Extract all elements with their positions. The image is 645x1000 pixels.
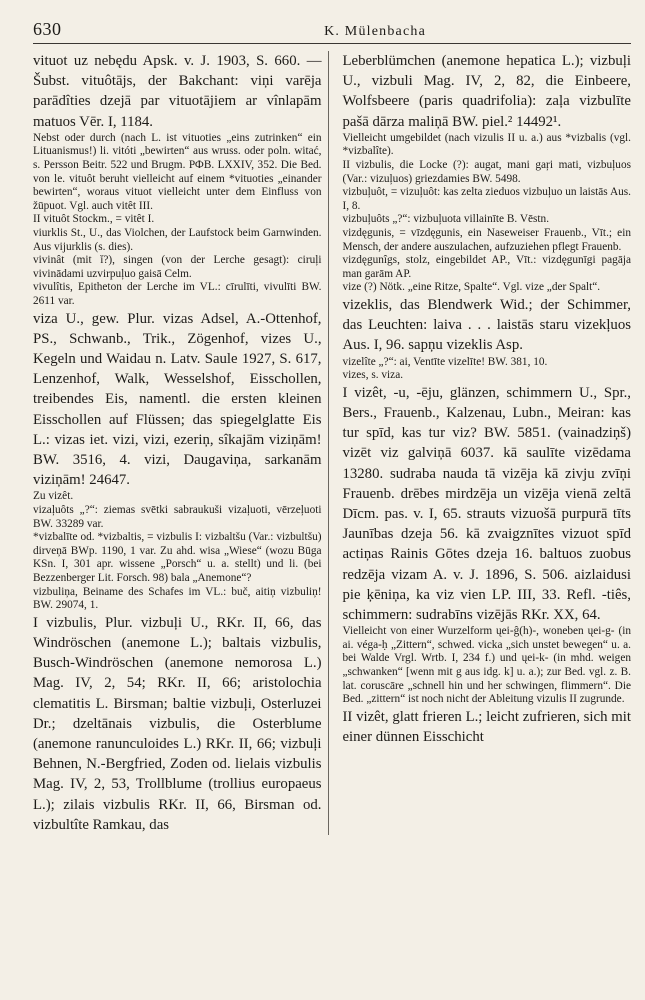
page-number: 630 <box>33 19 62 39</box>
page-header <box>33 0 631 44</box>
entry-paragraph: Leberblümchen (anemone hepatica L.); vizbuļi U., vizbuli Mag. IV, 2, 82, die Einbeere, Wolfsbeere (paris quadrifolia): zaļa vizbulīte pašā dārza maliņā BW. piel.² 14492¹. <box>342 53 631 130</box>
entry-paragraph: Vielleicht umgebildet (nach vizulis II u. a.) aus *vizbalis (vgl. *vizbalîte). <box>342 131 631 158</box>
entry-paragraph: vizbuliņa, Beiname des Schafes im VL.: buč, aitiņ vizbuliņ! BW. 29074, 1. <box>33 585 322 612</box>
entry-paragraph: vizdęgunis, = vīzdęgunis, ein Naseweiser Frauenb., Vīt.; ein Mensch, der andere auszulachen, aufzuziehen pflegt Frauenb. <box>342 226 631 253</box>
entry-paragraph: Vielleicht von einer Wurzelform ųei-ĝ(h)-, woneben ųei-g- (in ai. véga-ḥ „Zittern“, schwed. vicka „sich unstet bewegen“ u. a. bei Walde Vrgl. Wrtb. I, 234 f.) und ųei-k- (in mhd. weigen „schwanken“ [wenn mit g aus idg. k] u. a.); zur Bed. vgl. z. B. lat. coruscāre „schnell hin und her schwingen, flimmern“. Die Bed. „zittern“ ist noch nicht der Ableitung vizulis II zugrunde. <box>342 625 631 706</box>
entry-paragraph: vize (?) Nötk. „eine Ritze, Spalte“. Vgl. vize „der Spalt“. <box>342 281 601 294</box>
entry-paragraph: vituot uz nebędu Apsk. v. J. 1903, S. 660. — Šubst. vituôtājs, der Bakchant: viņi varēja parādîties dzejā par vituotājiem ar vînlapām matuos Vēr. I, 1184. <box>33 53 322 130</box>
right-column <box>336 51 631 835</box>
entry-paragraph: viurklis St., U., das Violchen, der Laufstock beim Garnwinden. Aus vijurklis (s. dies). <box>33 226 322 253</box>
entry-paragraph: II vizêt, glatt frieren L.; leicht zufrieren, sich mit einer dünnen Eisschicht <box>342 708 631 745</box>
entry-paragraph: vizes, s. viza. <box>342 369 404 382</box>
entry-paragraph: *vizbalīte od. *vizbaltis, = vizbulis I: vizbaltšu (Var.: vizbultšu) dirveņā BWp. 1190, 1 var. Zu ahd. wisa „Wiese“ (wozu Būga KSn. I, 301 apr. wissene „Porsch“ u. a. stellt) und li. (bei Bezzenberger Lit. Forsch. 98) bala „Anemone“? <box>33 531 322 584</box>
entry-paragraph: Zu vizêt. <box>33 490 74 503</box>
entry-paragraph: vizeklis, das Blendwerk Wid.; der Schimmer, das Leuchten: laiva . . . laistās staru vizekļuos Aus. I, 96. sapņu vizeklis Asp. <box>342 296 631 354</box>
entry-paragraph: I vizbulis, Plur. vizbuļi U., RKr. II, 66, das Windröschen (anemone L.); baltais vizbulis, Busch-Windröschen (anemone nemorosa L.) Mag. IV, 2, 54; RKr. II, 66; aristolochia clematitis L. Birsman; baltie vizbuļi, Osterluzei Dr.; dzeltānais vizbulis, die Osterblume (anemone ranunculoides L.) RKr. II, 66; vizbuļi Behnen, N.-Bergfried, Zoden od. lielais vizbulis Mag. IV, 2, 53, Trollblume (trollius europaeus L.); zilais vizbulis RKr. II, 66, Birsman od. vizbultîte Ramkau, das <box>33 614 322 833</box>
entry-paragraph: vizelîte „?“: ai, Ventīte vizelīte! BW. 381, 10. <box>342 355 548 368</box>
entry-paragraph: vizdęgunîgs, stolz, eingebildet AP., Vīt.: vizdęgunīgi pagāja man garām AP. <box>342 254 631 280</box>
entry-paragraph: I vizêt, -u, -ēju, glänzen, schimmern U., Spr., Bers., Frauenb., Kalzenau, Lubn., Meiran: kas tur spīd, kas tur viz? BW. 5851. (vainadziņš) vizēt viz galviņā 6037. kā saulīte vizēdama 13280. sudraba nauda tā vizēja kā zivju zvīņi Frauenb. drēbes mirdzēja un vizēja vienā zeltā Dīcm. pas. v. I, 65. strauts vizuošā purpurā tīts Jaunības dzeja 56. kā zvaigznītes vizuot spīd actiņas Rainis Gōtes dzeja 16. baltuos zuobus redzēja vizam A. v. J. 1896, S. 506. aizlaidusi pie ķēniņa, ka viz vien LP. III, 33. Refl. -tiês, schimmern: sudrabīns vizējās RKr. XX, 64. <box>342 384 631 623</box>
entry-paragraph: vizbuļuôt, = vizuļuôt: kas zelta zieduos vizbuļuo un laistās Aus. I, 8. <box>342 186 631 212</box>
entry-paragraph: vivulîtis, Epitheton der Lerche im VL.: cīrulīti, vivulīti BW. 2611 var. <box>33 281 322 307</box>
entry-paragraph: II vizbulis, die Locke (?): augat, mani gaŗi mati, vizbuļuos (Var.: vizuļuos) griezdamies BW. 5498. <box>342 159 631 185</box>
left-column <box>33 51 328 835</box>
entry-paragraph: II vituôt Stockm., = vitêt I. <box>33 213 155 226</box>
entry-paragraph: vivinât (mit ĭ?), singen (von der Lerche gesagt): ciruļi vivinādami uzvirpuļuo gaisā Celm. <box>33 254 322 280</box>
entry-paragraph: vizaļuôts „?“: ziemas svētki sabraukuši vizaļuoti, vērzeļuoti BW. 33289 var. <box>33 503 322 530</box>
two-column-body <box>33 51 631 835</box>
entry-paragraph: Nebst oder durch (nach L. ist vituoties „eins zutrinken“ ein Lituanismus!) li. vitóti „bewirten“ aus wruss. oder poln. witać, s. Persson Beitr. 522 und Brugm. РФВ. LXXIV, 352. Die Bed. von le. vituôt beruht vielleicht auf einem *vituoties „einander bewirten“, woraus vituot vielleicht unter dem Einfluss von žūpuot. Vgl. auch vitêt III. <box>33 131 322 212</box>
entry-paragraph: viza U., gew. Plur. vizas Adsel, A.-Ottenhof, PS., Schwanb., Trik., Zögenhof, vizes U., Kegeln und Waidau n. Latv. Saule 1927, S. 617, Lenzenhof, Walk, Wesselshof, Eisschollen, treibendes Eis, namentl. die ersten kleinen Eisschollen auf Flüssen; das spiegelglatte Eis L.: vizas iet. vizi, vizi, ezeriņ, sîkajām viziņām! BW. 3516, 4. vizi, Daugaviņa, sarkanām viziņām! 24647. <box>33 310 322 489</box>
running-head: K. Mülenbacha <box>324 24 426 39</box>
column-divider <box>328 51 329 835</box>
entry-paragraph: vizbuļuôts „?“: vizbuļuota villainīte B. Vēstn. <box>342 213 550 226</box>
